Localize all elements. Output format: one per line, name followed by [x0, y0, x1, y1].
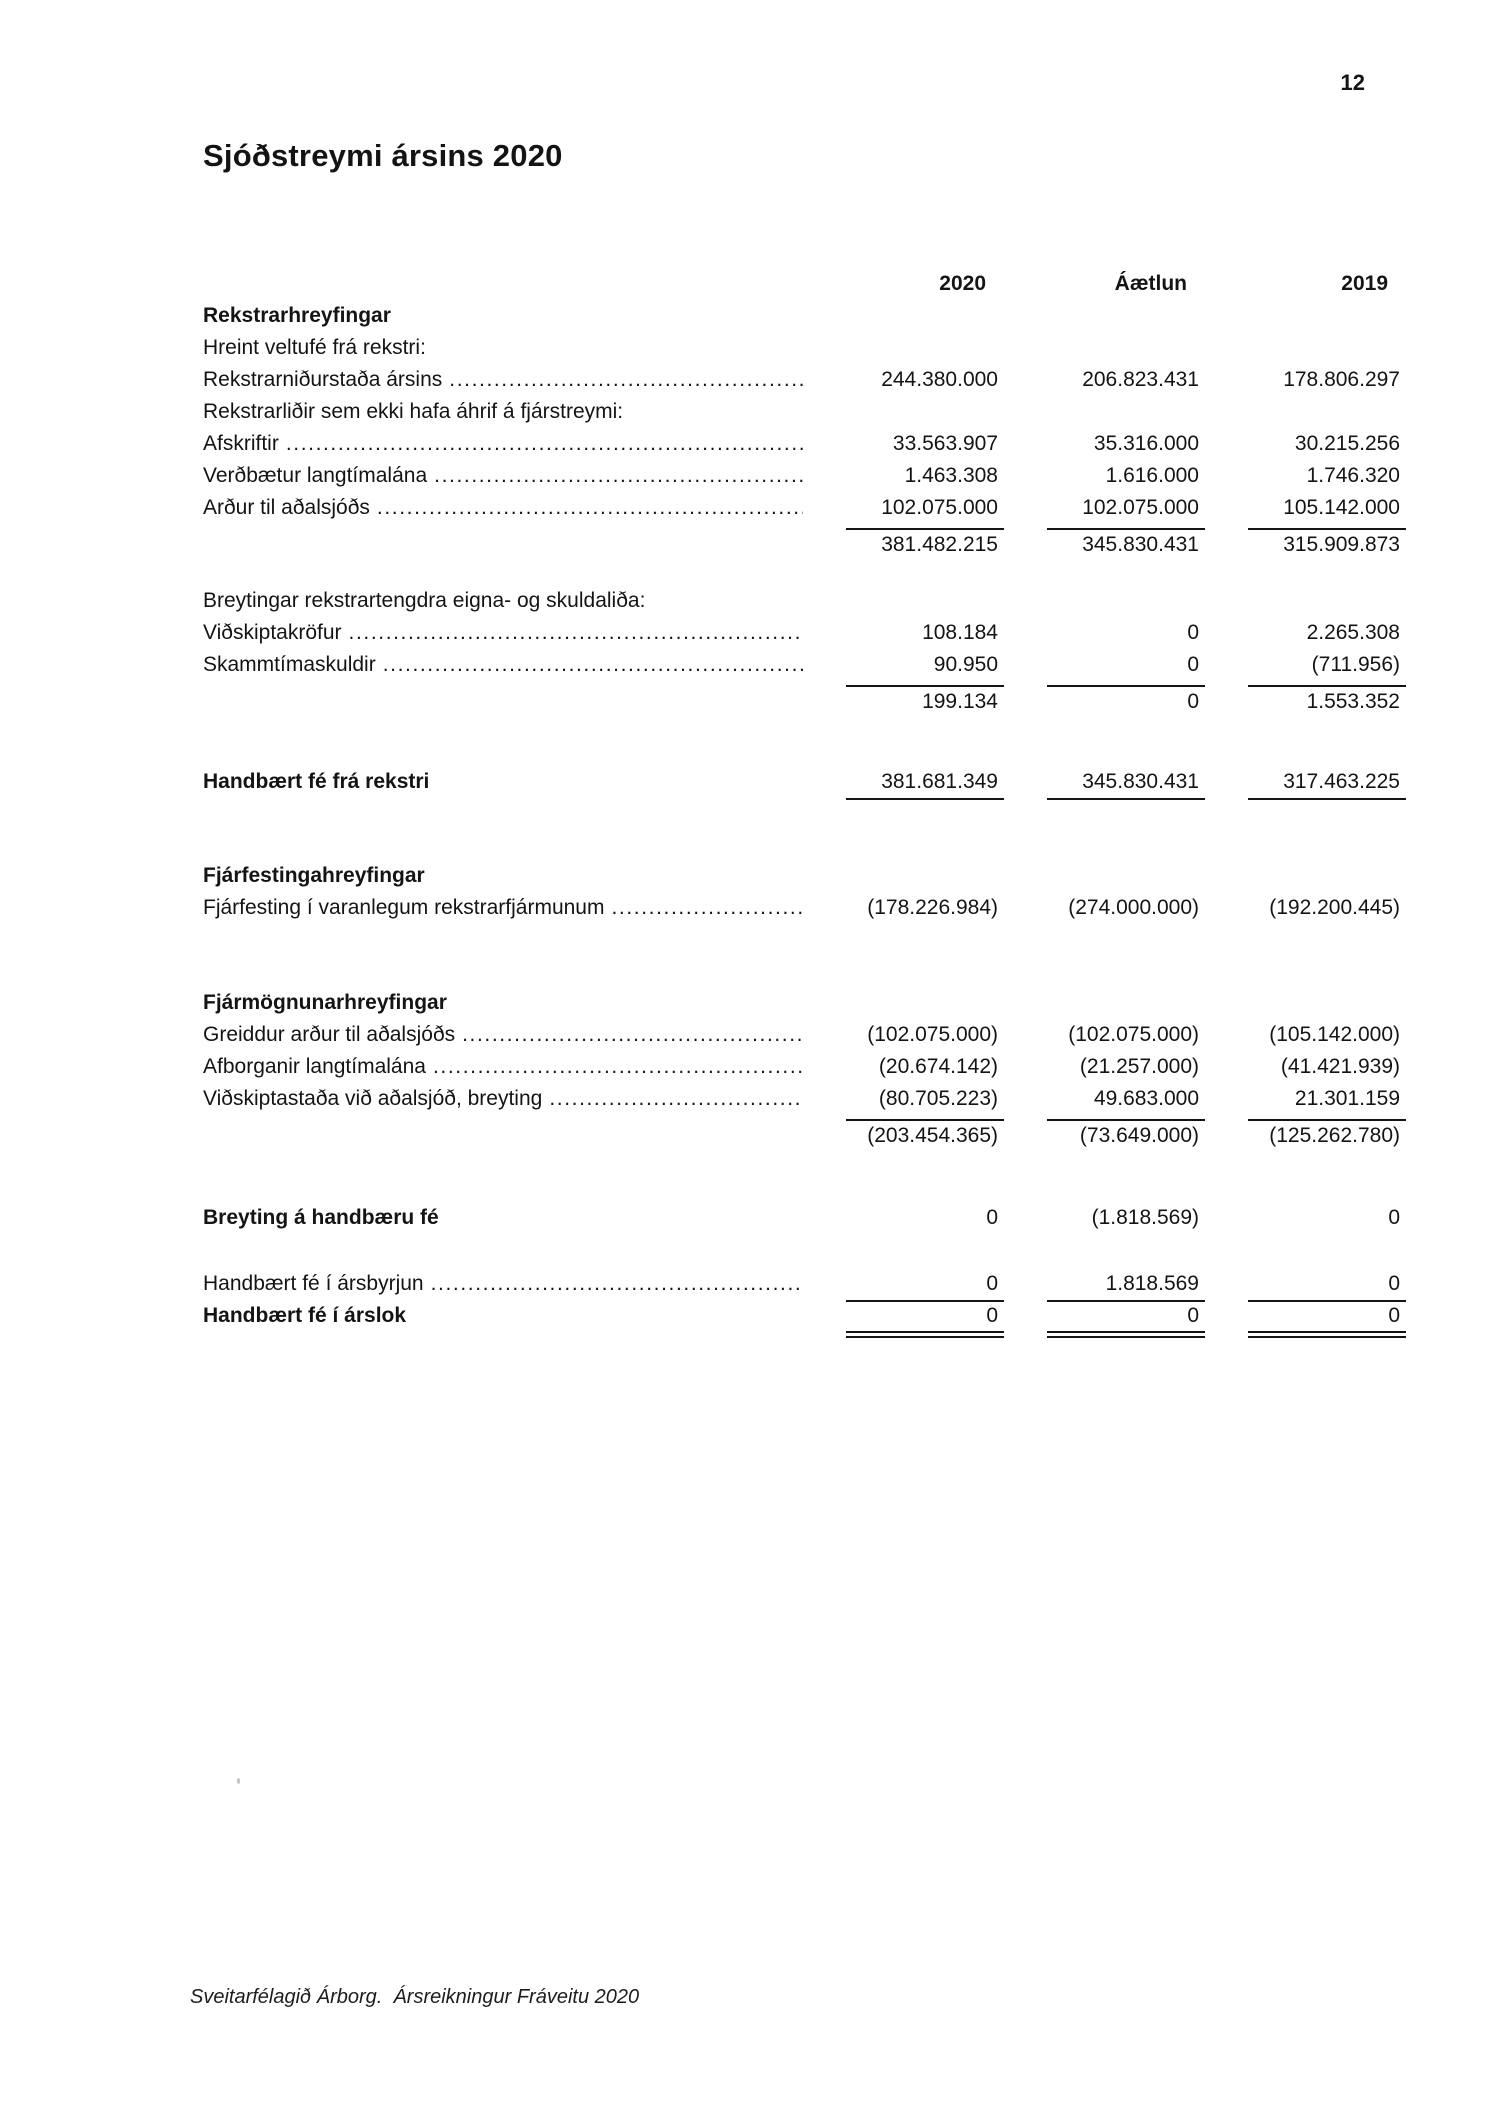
total-handbaert-fe-fra-rekstri	[203, 770, 1406, 802]
section-label: Fjárfestingahreyfingar	[203, 864, 425, 887]
cash-flow-statement	[203, 272, 1406, 1336]
value-aaetlun: 0	[1047, 1304, 1205, 1338]
value-2020: (102.075.000)	[867, 1023, 998, 1046]
row-label: Breytingar rekstrartengdra eigna- og skuldaliða:	[203, 589, 646, 612]
value-2020: 381.681.349	[846, 770, 1004, 800]
scan-artifact-dot	[237, 1778, 240, 1784]
dot-leader	[449, 368, 803, 392]
section-label: Fjármögnunarhreyfingar	[203, 991, 447, 1014]
row-skammtimaskuldir	[203, 653, 1406, 685]
row-label: Breyting á handbæru fé	[203, 1206, 439, 1229]
value-2019: (41.421.939)	[1280, 1055, 1400, 1078]
value-2020: 102.075.000	[881, 496, 998, 519]
value-2019: 2.265.308	[1306, 621, 1400, 644]
value-2019: 1.553.352	[1248, 685, 1406, 714]
value-2020: 90.950	[933, 653, 998, 676]
row-label: Greiddur arður til aðalsjóðs	[203, 1023, 456, 1046]
subheader-rekstrarlidir	[203, 400, 1406, 432]
row-rekstrarnidurstada-arsins	[203, 368, 1406, 400]
subtotal-rekstrarhreyfingar	[203, 528, 1406, 560]
dot-leader	[383, 653, 803, 677]
value-2019: 0	[1248, 1272, 1406, 1302]
row-label: Handbært fé í ársbyrjun	[203, 1272, 424, 1295]
subtotal-breytingar	[203, 685, 1406, 717]
row-afskriftir	[203, 432, 1406, 464]
dot-leader	[434, 464, 803, 488]
value-aaetlun: 206.823.431	[1082, 368, 1199, 391]
row-label: Verðbætur langtímalána	[203, 464, 428, 487]
row-label: Hreint veltufé frá rekstri:	[203, 336, 426, 359]
row-verdbaetur-langtimalana	[203, 464, 1406, 496]
value-2020: 0	[846, 1304, 1004, 1338]
value-2019: (105.142.000)	[1269, 1023, 1400, 1046]
value-2019: 30.215.256	[1294, 432, 1400, 455]
row-label: Viðskiptastaða við aðalsjóð, breyting	[203, 1087, 543, 1110]
dot-leader	[462, 1023, 803, 1047]
row-vidskiptastada-adalsjod	[203, 1087, 1406, 1119]
value-2019: 0	[1248, 1304, 1406, 1338]
row-handbaert-fe-i-arsbyrjun	[203, 1272, 1406, 1304]
dot-leader	[433, 1055, 803, 1079]
value-aaetlun: (102.075.000)	[1068, 1023, 1199, 1046]
dot-leader	[431, 1272, 803, 1296]
section-header-fjarmognunarhreyfingar	[203, 991, 1406, 1023]
value-aaetlun: 345.830.431	[1047, 770, 1205, 800]
section-header-rekstrarhreyfingar	[203, 304, 1406, 336]
value-2020: 381.482.215	[846, 528, 1004, 557]
value-aaetlun: 49.683.000	[1093, 1087, 1199, 1110]
value-aaetlun: 1.818.569	[1047, 1272, 1205, 1302]
value-2019: 315.909.873	[1248, 528, 1406, 557]
section-label: Rekstrarhreyfingar	[203, 304, 391, 327]
row-afborganir-langtimalana	[203, 1055, 1406, 1087]
value-2019: 0	[1388, 1206, 1400, 1229]
dot-leader	[549, 1087, 803, 1111]
value-2020: (20.674.142)	[878, 1055, 998, 1078]
value-2020: 199.134	[846, 685, 1004, 714]
row-label: Rekstrarliðir sem ekki hafa áhrif á fjárstreymi:	[203, 400, 624, 423]
subtotal-fjarmognunarhreyfingar	[203, 1119, 1406, 1151]
row-label: Fjárfesting í varanlegum rekstrarfjármunum	[203, 896, 605, 919]
dot-leader	[611, 896, 803, 920]
document-footer: Sveitarfélagið Árborg. Ársreikningur Fráveitu 2020	[190, 1986, 640, 2008]
row-label: Handbært fé frá rekstri	[203, 770, 430, 793]
column-header-row	[203, 272, 1406, 304]
value-aaetlun: 35.316.000	[1093, 432, 1199, 455]
value-2019: 178.806.297	[1283, 368, 1400, 391]
dot-leader	[349, 621, 803, 645]
row-label: Viðskiptakröfur	[203, 621, 342, 644]
value-2020: 244.380.000	[881, 368, 998, 391]
row-label: Handbært fé í árslok	[203, 1304, 407, 1327]
value-aaetlun: 345.830.431	[1047, 528, 1205, 557]
value-2020: 1.463.308	[904, 464, 998, 487]
value-2020: 108.184	[922, 621, 998, 644]
value-2020: (178.226.984)	[867, 896, 998, 919]
row-vidskiptakrofur	[203, 621, 1406, 653]
value-aaetlun: (274.000.000)	[1068, 896, 1199, 919]
dot-leader	[286, 432, 803, 456]
page-title: Sjóðstreymi ársins 2020	[203, 138, 563, 173]
value-2019: 105.142.000	[1283, 496, 1400, 519]
value-aaetlun: (21.257.000)	[1079, 1055, 1199, 1078]
row-label: Arður til aðalsjóðs	[203, 496, 370, 519]
row-ardur-til-adalsjods	[203, 496, 1406, 528]
column-header-2020: 2020	[939, 272, 986, 295]
value-aaetlun: (73.649.000)	[1047, 1119, 1205, 1148]
value-2020: (203.454.365)	[846, 1119, 1004, 1148]
value-2020: 33.563.907	[892, 432, 998, 455]
row-label: Skammtímaskuldir	[203, 653, 376, 676]
value-aaetlun: 0	[1187, 653, 1199, 676]
value-2020: (80.705.223)	[878, 1087, 998, 1110]
value-2019: (711.956)	[1311, 653, 1400, 676]
value-2019: 21.301.159	[1294, 1087, 1400, 1110]
value-aaetlun: 1.616.000	[1105, 464, 1199, 487]
row-label: Afskriftir	[203, 432, 279, 455]
value-2020: 0	[986, 1206, 998, 1229]
total-breyting-a-handbaeru-fe	[203, 1206, 1406, 1238]
page-number: 12	[1340, 70, 1365, 95]
row-label: Afborganir langtímalána	[203, 1055, 426, 1078]
value-2019: 317.463.225	[1248, 770, 1406, 800]
column-header-aaetlun: Áætlun	[1114, 272, 1187, 295]
subheader-hreint-veltufe	[203, 336, 1406, 368]
grand-total-handbaert-fe-i-arslok	[203, 1304, 1406, 1336]
value-aaetlun: 102.075.000	[1082, 496, 1199, 519]
value-aaetlun: 0	[1187, 621, 1199, 644]
value-2019: 1.746.320	[1306, 464, 1400, 487]
value-2020: 0	[846, 1272, 1004, 1302]
row-label: Rekstrarniðurstaða ársins	[203, 368, 443, 391]
column-header-2019: 2019	[1341, 272, 1388, 295]
value-aaetlun: 0	[1047, 685, 1205, 714]
subheader-breytingar	[203, 589, 1406, 621]
value-aaetlun: (1.818.569)	[1091, 1206, 1199, 1229]
value-2019: (125.262.780)	[1248, 1119, 1406, 1148]
section-header-fjarfestingahreyfingar	[203, 864, 1406, 896]
row-fjarfesting-rekstrarfjarmunum	[203, 896, 1406, 928]
row-greiddur-ardur	[203, 1023, 1406, 1055]
value-2019: (192.200.445)	[1269, 896, 1400, 919]
dot-leader	[377, 496, 803, 520]
